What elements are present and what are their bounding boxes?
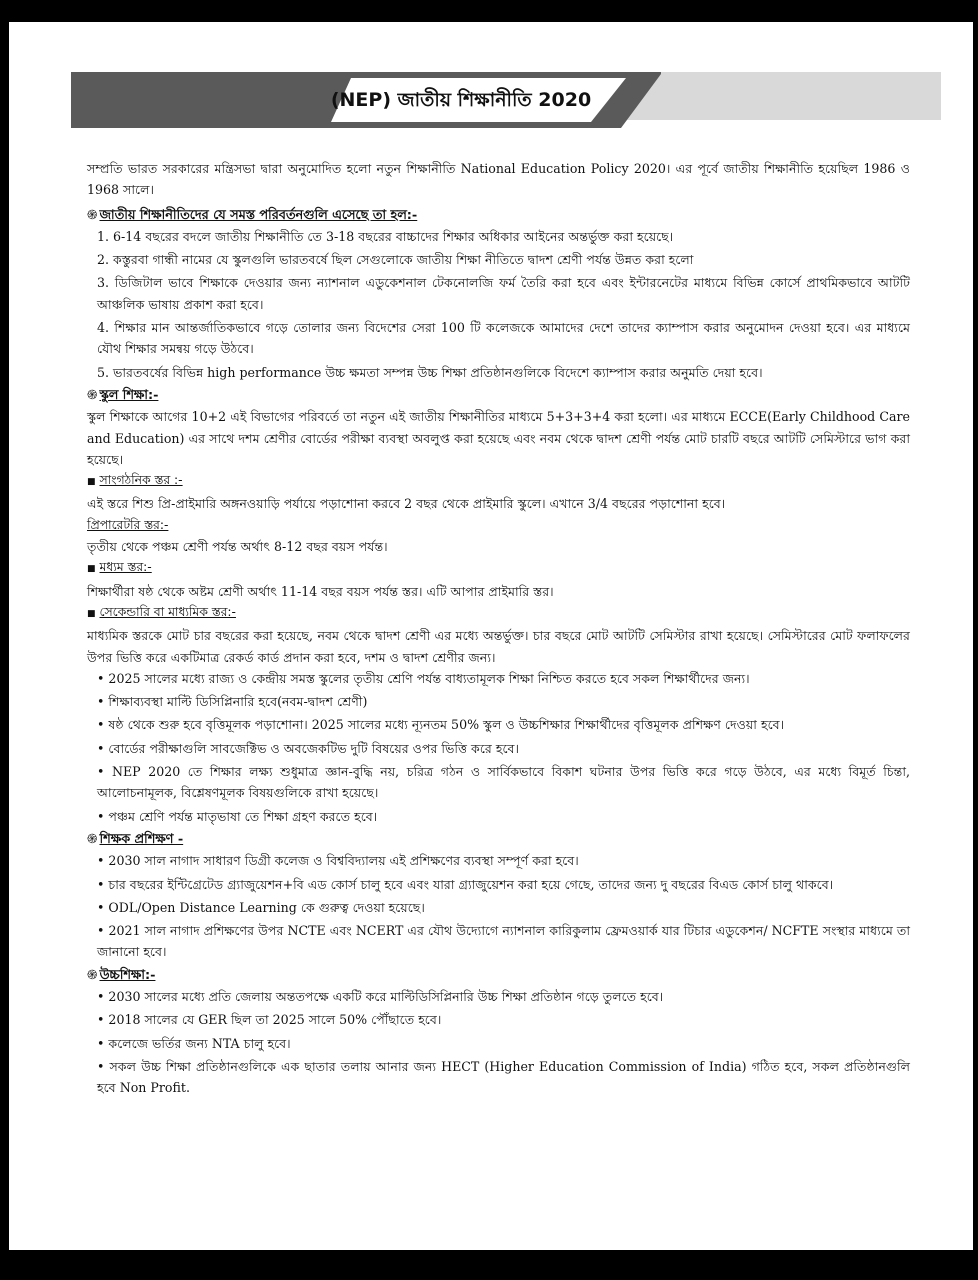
list-item: 2. কস্তুরবা গান্ধী নামের যে স্কুলগুলি ভারতবর্ষে ছিল সেগুলোকে জাতীয় শিক্ষা নীতিতে দ্বাদশ শ্রেণী পর্যন্ত উন্নত করা হলো	[97, 252, 694, 268]
section-heading-teacher: ֍ শিক্ষক প্রশিক্ষণ -	[87, 831, 184, 847]
document-page	[9, 22, 973, 1250]
section-heading-school: ֍ স্কুল শিক্ষা:-	[87, 387, 159, 403]
flower-bullet-icon: ֍	[87, 387, 98, 403]
square-bullet-icon: ■	[87, 564, 96, 575]
intro-paragraph: সম্প্রতি ভারত সরকারের মন্ত্রিসভা দ্বারা অনুমোদিত হলো নতুন শিক্ষানীতি National Education Policy 2020। এর পূর্বে জাতীয় শিক্ষানীতি হয়েছিল 1986 ও 1968 সালে।	[87, 161, 910, 198]
subheading-preparatory: প্রিপারেটরি স্তর:-	[87, 517, 169, 532]
list-item: 3. ডিজিটাল ভাবে শিক্ষাকে দেওয়ার জন্য ন্যাশনাল এডুকেশনাল টেকনোলজি ফর্ম তৈরি করা হবে এবং ইন্টারনেটের মাধ্যমে বিভিন্ন কোর্সে প্রাথমিকভাবে আটটি আঞ্চলিক ভাষায় প্রকাশ করা হবে।	[97, 275, 910, 312]
list-item: • 2021 সাল নাগাদ প্রশিক্ষণের উপর NCTE এবং NCERT এর যৌথ উদ্যোগে ন্যাশনাল কারিকুলাম ফ্রেমওয়ার্ক যার টিচার এডুকেশন/ NCFTE সংস্থার মাধ্যমে তা জানানো হবে।	[97, 923, 910, 960]
flower-bullet-icon: ֍	[87, 831, 98, 847]
document-body	[87, 158, 910, 1100]
page-title: (NEP) জাতীয় শিক্ষানীতি 2020	[330, 89, 592, 111]
subheading-secondary: ■ সেকেন্ডারি বা মাধ্যমিক স্তর:-	[87, 604, 236, 619]
list-item: • বোর্ডের পরীক্ষাগুলি সাবজেক্টিভ ও অবজেকটিভ দুটি বিষয়ের ওপর ভিত্তি করে হবে।	[97, 740, 520, 756]
list-item: 1. 6-14 বছরের বদলে জাতীয় শিক্ষানীতি তে 3-18 বছরের বাচ্চাদের শিক্ষার অধিকার আইনের অন্তর্ভুক্ত করা হয়েছে।	[97, 228, 674, 244]
secondary-text: মাধ্যমিক স্তরকে মোট চার বছরের করা হয়েছে, নবম থেকে দ্বাদশ শ্রেণী এর মধ্যে অন্তর্ভুক্ত। চার বছরে মোট আটটি সেমিস্টার রাখা হয়েছে। সেমিস্টারের মোট ফলাফলের উপর ভিত্তি করে একটিমাত্র রেকর্ড কার্ড প্রদান করা হবে, দশম ও দ্বাদশ শ্রেণীর জন্য।	[87, 628, 910, 665]
middle-text: শিক্ষার্থীরা ষষ্ঠ থেকে অষ্টম শ্রেণী অর্থাৎ 11-14 বছর বয়স পর্যন্ত স্তর। এটি আপার প্রাইমারি স্তর।	[87, 583, 554, 599]
list-item: • 2018 সালের যে GER ছিল তা 2025 সালে 50% পৌঁছাতে হবে।	[97, 1012, 442, 1028]
subheading-foundational: ■ সাংগঠনিক স্তর :-	[87, 473, 183, 488]
list-item: • শিক্ষাব্যবস্থা মাল্টি ডিসিপ্লিনারি হবে(নবম-দ্বাদশ শ্রেণী)	[97, 694, 368, 710]
list-item: • 2030 সালের মধ্যে প্রতি জেলায় অন্ততপক্ষে একটি করে মাল্টিডিসিপ্লিনারি উচ্চ শিক্ষা প্রতিষ্ঠান গড়ে তুলতে হবে।	[97, 988, 664, 1004]
list-item: • পঞ্চম শ্রেণি পর্যন্ত মাতৃভাষা তে শিক্ষা গ্রহণ করতে হবে।	[97, 808, 378, 824]
list-item: 5. ভারতবর্ষের বিভিন্ন high performance উচ্চ ক্ষমতা সম্পন্ন উচ্চ শিক্ষা প্রতিষ্ঠানগুলিকে বিদেশে ক্যাম্পাস করার অনুমতি দেয়া হবে।	[97, 364, 763, 380]
subheading-middle: ■ মধ্যম স্তর:-	[87, 560, 152, 575]
section-heading-changes: ֍ জাতীয় শিক্ষানীতিদের যে সমস্ত পরিবর্তনগুলি এসেছে তা হল:-	[87, 207, 418, 223]
preparatory-text: তৃতীয় থেকে পঞ্চম শ্রেণী পর্যন্ত অর্থাৎ 8-12 বছর বয়স পর্যন্ত।	[87, 539, 388, 555]
flower-bullet-icon: ֍	[87, 207, 98, 223]
list-item: • 2030 সাল নাগাদ সাধারণ ডিগ্রী কলেজ ও বিশ্ববিদ্যালয় এই প্রশিক্ষণের ব্যবস্থা সম্পূর্ণ করা হবে।	[97, 853, 579, 869]
list-item: • সকল উচ্চ শিক্ষা প্রতিষ্ঠানগুলিকে এক ছাতার তলায় আনার জন্য HECT (Higher Education Commission of India) গঠিত হবে, সকল প্রতিষ্ঠানগুলি হবে Non Profit.	[97, 1058, 910, 1096]
section-heading-higher: ֍ উচ্চশিক্ষা:-	[87, 967, 156, 983]
list-item: • NEP 2020 তে শিক্ষার লক্ষ্য শুধুমাত্র জ্ঞান-বুদ্ধি নয়, চরিত্র গঠন ও সার্বিকভাবে বিকাশ ঘটনার উপর ভিত্তি করে গড়ে উঠবে, এর মধ্যে বিমূর্ত চিন্তা, আলোচনামূলক, বিশ্লেষণমূলক বিষয়গুলিকে রাখা হয়েছে।	[97, 764, 910, 801]
list-item: • ODL/Open Distance Learning কে গুরুত্ব দেওয়া হয়েছে।	[97, 899, 425, 915]
foundational-text: এই স্তরে শিশু প্রি-প্রাইমারি অঙ্গনওয়াড়ি পর্যায়ে পড়াশোনা করবে 2 বছর থেকে প্রাইমারি স্কুলে। এখানে 3/4 বছরের পড়াশোনা হবে।	[87, 496, 726, 512]
square-bullet-icon: ■	[87, 477, 96, 488]
list-item: • ষষ্ঠ থেকে শুরু হবে বৃত্তিমূলক পড়াশোনা। 2025 সালের মধ্যে ন্যূনতম 50% স্কুল ও উচ্চশিক্ষার শিক্ষার্থীদের বৃত্তিমূলক প্রশিক্ষণ দেওয়া হবে।	[97, 717, 785, 733]
list-item: • 2025 সালের মধ্যে রাজ্য ও কেন্দ্রীয় সমস্ত স্কুলের তৃতীয় শ্রেণি পর্যন্ত বাধ্যতামূলক শিক্ষা নিশ্চিত করতে হবে সকল শিক্ষার্থীদের জন্য।	[97, 670, 750, 686]
school-intro: স্কুল শিক্ষাকে আগের 10+2 এই বিভাগের পরিবর্তে তা নতুন এই জাতীয় শিক্ষানীতির মাধ্যমে 5+3+3+4 করা হলো। এর মাধ্যমে ECCE(Early Childhood Care and Education) এর সাথে দশম শ্রেণীর বোর্ডের পরীক্ষা ব্যবস্থা অবলুপ্ত করা হয়েছে এবং নবম থেকে দ্বাদশ শ্রেণী পর্যন্ত মোট চারটি বছরে আটটি সেমিস্টারে ভাগ করা হয়েছে।	[87, 409, 910, 467]
square-bullet-icon: ■	[87, 608, 96, 619]
title-banner	[71, 72, 941, 126]
flower-bullet-icon: ֍	[87, 967, 98, 983]
list-item: • কলেজে ভর্তির জন্য NTA চালু হবে।	[97, 1035, 291, 1051]
list-item: 4. শিক্ষার মান আন্তর্জাতিকভাবে গড়ে তোলার জন্য বিদেশের সেরা 100 টি কলেজকে আমাদের দেশে তাদের ক্যাম্পাস করার অনুমোদন দেওয়া হবে। এর মাধ্যমে যৌথ শিক্ষার সমন্বয় গড়ে উঠবে।	[97, 320, 910, 357]
list-item: • চার বছরের ইন্টিগ্রেটেড গ্র্যাজুয়েশন+বি এড কোর্স চালু হবে এবং যারা গ্র্যাজুয়েশন করা হয়ে গেছে, তাদের জন্য দু বছরের বিএড কোর্স চালু থাকবে।	[97, 876, 834, 892]
